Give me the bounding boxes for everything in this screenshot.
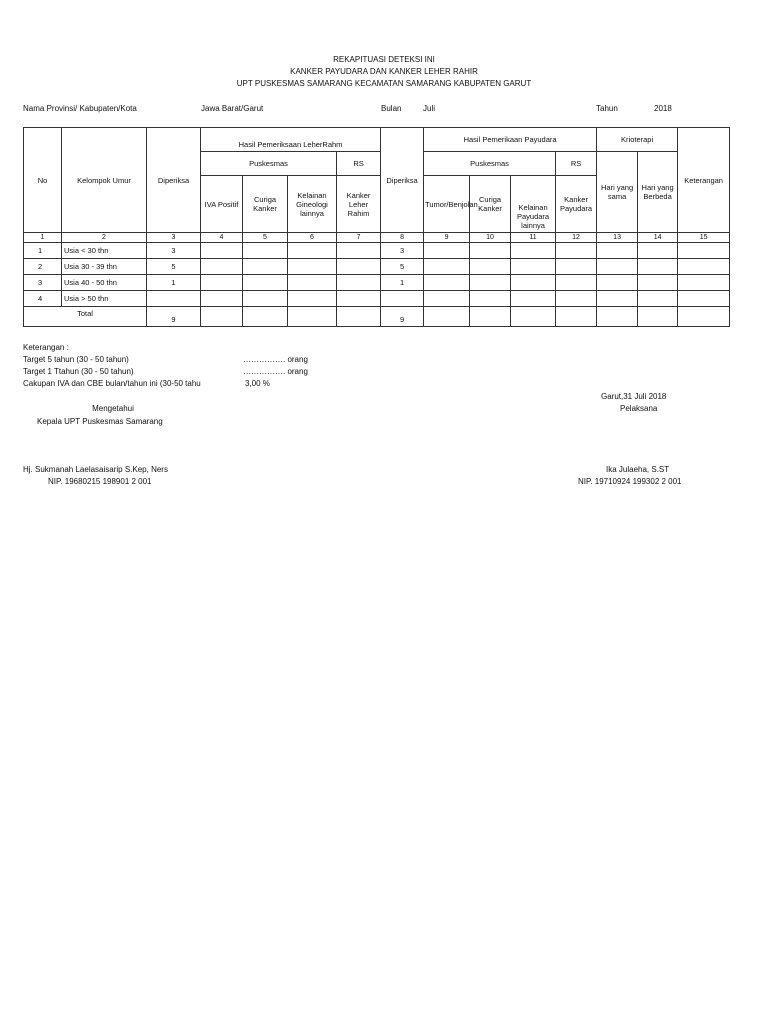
col-number: 3 bbox=[147, 233, 201, 243]
header-kelainan-payudara: Kelainan Payudara lainnya bbox=[511, 176, 556, 233]
col-number: 1 bbox=[24, 233, 62, 243]
kepala-label: Kepala UPT Puskesmas Samarang bbox=[37, 417, 163, 426]
header-no: No bbox=[24, 128, 62, 233]
report-title-line-3: UPT PUSKESMAS SAMARANG KECAMATAN SAMARANG KABUPATEN GARUT bbox=[236, 79, 532, 88]
report-title-line-2: KANKER PAYUDARA DAN KANKER LEHER RAHIR bbox=[290, 67, 478, 76]
table-row bbox=[24, 291, 730, 307]
header-puskesmas-1: Puskesmas bbox=[201, 152, 337, 176]
col-number: 6 bbox=[288, 233, 337, 243]
left-signatory-name: Hj. Sukmanah Laelasaisarip S.Kep, Ners bbox=[23, 465, 168, 474]
col-number: 5 bbox=[243, 233, 288, 243]
place-date: Garut,31 Juli 2018 bbox=[601, 392, 667, 401]
col-number: 11 bbox=[511, 233, 556, 243]
row-umur: Usia 30 - 39 thn bbox=[62, 259, 147, 275]
header-iva-positif: IVA Positif bbox=[201, 176, 243, 233]
row-umur: Usia 40 - 50 thn bbox=[62, 275, 147, 291]
header-diperiksa: Diperiksa bbox=[147, 128, 201, 233]
recap-table bbox=[23, 127, 730, 327]
header-curiga-kanker-2: Curiga Kanker bbox=[470, 176, 511, 233]
col-number: 14 bbox=[638, 233, 678, 243]
header-kanker-leher-rahim: Kanker Leher Rahim bbox=[337, 176, 381, 233]
row-no: 3 bbox=[24, 275, 62, 291]
header-hasil-payudara: Hasil Pemerikaan Payudara bbox=[424, 128, 597, 152]
col-number: 7 bbox=[337, 233, 381, 243]
month-label: Bulan bbox=[381, 104, 402, 113]
col-number: 13 bbox=[597, 233, 638, 243]
row-umur: Usia > 50 thn bbox=[62, 291, 147, 307]
total-diperiksa-2: 9 bbox=[381, 307, 424, 327]
target5-label: Target 5 tahun (30 - 50 tahun) bbox=[23, 355, 129, 364]
header-kelompok-umur: Kelompok Umur bbox=[62, 128, 147, 233]
col-number: 10 bbox=[470, 233, 511, 243]
row-diperiksa: 5 bbox=[147, 259, 201, 275]
table-row bbox=[24, 259, 730, 275]
cakupan-value: 3,00 % bbox=[245, 379, 270, 388]
row-diperiksa-2: 1 bbox=[381, 275, 424, 291]
year-value: 2018 bbox=[654, 104, 672, 113]
mengetahui-label: Mengetahui bbox=[92, 404, 134, 413]
total-diperiksa: 9 bbox=[147, 307, 201, 327]
target1-value: ……………. orang bbox=[243, 367, 308, 376]
header-rs-2: RS bbox=[556, 152, 597, 176]
col-number: 8 bbox=[381, 233, 424, 243]
header-hari-berbeda: Hari yang Berbeda bbox=[638, 152, 678, 233]
year-label: Tahun bbox=[596, 104, 618, 113]
row-diperiksa-2: 3 bbox=[381, 243, 424, 259]
header-hasil-leher-rahim: Hasil Pemeriksaan LeherRahm bbox=[201, 128, 381, 152]
row-no: 4 bbox=[24, 291, 62, 307]
province-label: Nama Provinsi/ Kabupaten/Kota bbox=[23, 104, 137, 113]
row-no: 2 bbox=[24, 259, 62, 275]
target5-value: ……………. orang bbox=[243, 355, 308, 364]
right-signatory-nip: NIP. 19710924 199302 2 001 bbox=[578, 477, 682, 486]
header-hari-sama: Hari yang sama bbox=[597, 152, 638, 233]
col-number: 9 bbox=[424, 233, 470, 243]
table-row bbox=[24, 243, 730, 259]
row-diperiksa-2: 5 bbox=[381, 259, 424, 275]
col-number: 12 bbox=[556, 233, 597, 243]
left-signatory-nip: NIP. 19680215 198901 2 001 bbox=[48, 477, 152, 486]
header-rs-1: RS bbox=[337, 152, 381, 176]
header-tumor-benjolan: Tumor/Benjolan bbox=[424, 176, 470, 233]
row-no: 1 bbox=[24, 243, 62, 259]
table-row bbox=[24, 275, 730, 291]
total-label: Total bbox=[24, 307, 147, 327]
target1-label: Target 1 Ttahun (30 - 50 tahun) bbox=[23, 367, 134, 376]
header-diperiksa-2: Diperiksa bbox=[381, 128, 424, 233]
header-keterangan: Keterangan bbox=[678, 128, 730, 233]
header-puskesmas-2: Puskesmas bbox=[424, 152, 556, 176]
col-number: 2 bbox=[62, 233, 147, 243]
report-title-line-1: REKAPITUASI DETEKSI INI bbox=[333, 55, 435, 64]
header-krioterapi: Krioterapi bbox=[597, 128, 678, 152]
month-value: Juli bbox=[423, 104, 436, 113]
right-signatory-name: Ika Julaeha, S.ST bbox=[606, 465, 670, 474]
keterangan-label: Keterangan : bbox=[23, 343, 69, 352]
province-value: Jawa Barat/Garut bbox=[201, 104, 264, 113]
row-diperiksa: 3 bbox=[147, 243, 201, 259]
header-kelainan-gineologi: Kelainan Gineologi lainnya bbox=[288, 176, 337, 233]
header-kanker-payudara: Kanker Payudara bbox=[556, 176, 597, 233]
row-diperiksa-2 bbox=[381, 291, 424, 307]
row-diperiksa bbox=[147, 291, 201, 307]
row-umur: Usia < 30 thn bbox=[62, 243, 147, 259]
pelaksana-label: Pelaksana bbox=[620, 404, 658, 413]
header-curiga-kanker-1: Curiga Kanker bbox=[243, 176, 288, 233]
cakupan-label: Cakupan IVA dan CBE bulan/tahun ini (30-50 tahu bbox=[23, 379, 201, 388]
col-number: 4 bbox=[201, 233, 243, 243]
total-row bbox=[24, 307, 730, 327]
col-number: 15 bbox=[678, 233, 730, 243]
row-diperiksa: 1 bbox=[147, 275, 201, 291]
